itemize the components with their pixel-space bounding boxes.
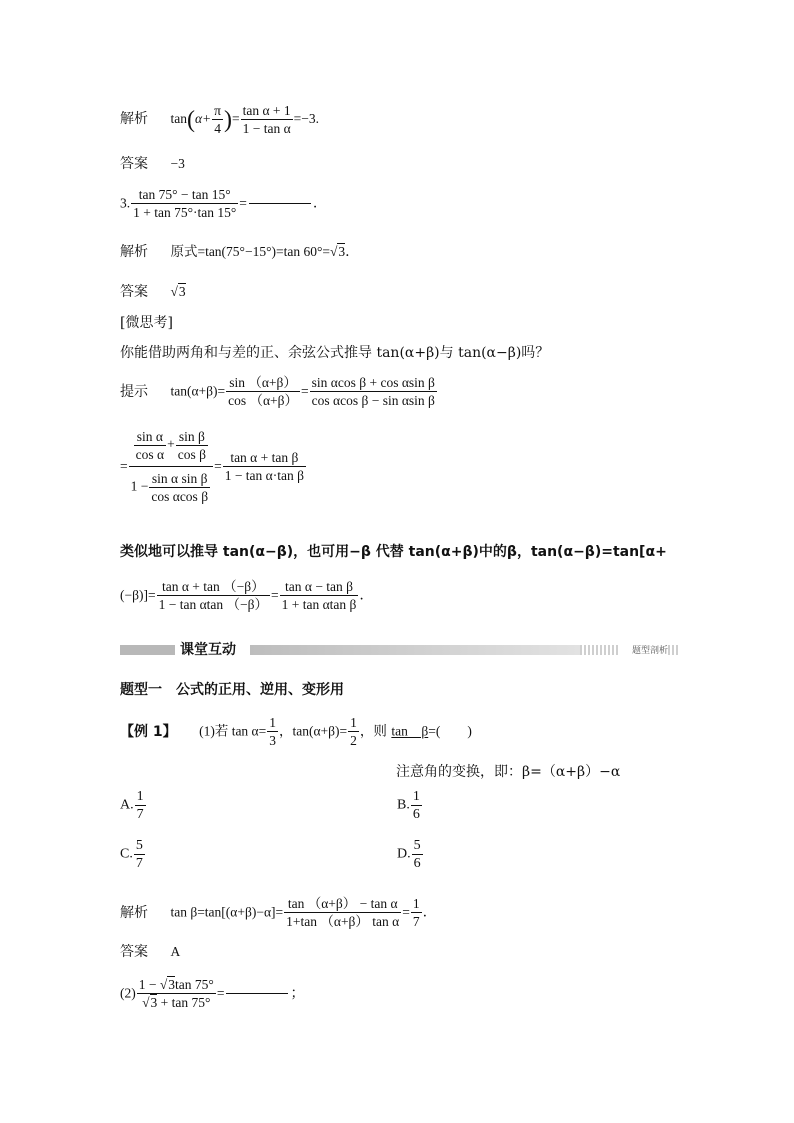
numerator: sin （α+β） <box>226 374 300 392</box>
answer-blank <box>226 993 288 994</box>
denominator: 1 + tan 75°·tan 15° <box>133 205 237 220</box>
fraction <box>241 102 293 137</box>
arg: α+ <box>194 110 212 126</box>
example-label: 【例 1】 <box>120 723 177 740</box>
stem: ，tan(α+β)= <box>279 723 348 739</box>
answer-value: −3 <box>170 156 185 171</box>
numerator: 1 <box>136 789 144 804</box>
similar-continuation: (−β)]= $\frac{\text{tan α + tan （−β）}}{\text{1 − tan αtan （−β）}}$ = $\frac{\text{tan α − tan β}}{\text{1 + tan αtan β}}$ . <box>120 579 364 612</box>
fraction <box>134 837 145 872</box>
period: . <box>312 195 318 212</box>
numerator: sin β <box>176 428 208 446</box>
num-part: 1 − <box>138 977 160 992</box>
hint-label: 提示 <box>120 383 148 400</box>
solution-text: 原式=tan(75°−15°)=tan 60°= <box>170 244 330 259</box>
numerator: sin α sin β <box>149 470 210 488</box>
numerator: 1 − √3tan 75° <box>138 977 214 992</box>
denominator: cos α <box>135 447 165 462</box>
choice-d[interactable] <box>397 837 424 872</box>
fraction <box>226 374 300 409</box>
reflect-question: 你能借助两角和与差的正、余弦公式推导 tan(α+β)与 tan(α−β)吗？ <box>120 345 550 361</box>
choice-letter: A. <box>120 797 134 813</box>
compound-fraction <box>129 428 213 505</box>
numerator: 5 <box>135 838 143 853</box>
fraction <box>411 788 422 823</box>
math-expr: tan(α+ $\frac{\pi}{4}$ )= $\frac{\text{tan α + 1}}{\text{1 − tan α}}$ =−3. <box>170 103 320 136</box>
denominator: √3 + tan 75° <box>142 995 211 1010</box>
sqrt-arg: 3 <box>168 977 176 992</box>
example-1-stem <box>120 714 472 749</box>
solution-label: 解析 <box>120 110 148 127</box>
numerator: tan 75° − tan 15° <box>131 186 238 204</box>
example-1-answer <box>120 942 180 962</box>
q3-answer-line: 答案 √3 <box>120 284 186 300</box>
similar-text: 类似地可以推导 tan(α−β)，也可用−β 代替 tan(α+β)中的β，tan(α−β)=tan[α+ <box>120 544 667 560</box>
denominator: 1 − tan α <box>242 121 291 136</box>
numerator: $\frac{\text{sin α}}{\text{cos α}}$ + $\frac{\text{sin β}}{\text{cos β}}$ <box>129 428 213 467</box>
denominator: 2 <box>350 733 357 748</box>
fraction <box>310 374 437 409</box>
underlined-term: tan β <box>391 723 429 739</box>
fraction <box>135 788 146 823</box>
numerator: 1 <box>269 715 276 730</box>
sqrt-arg: 3 <box>178 284 186 299</box>
fn-name: tan <box>170 110 187 126</box>
numerator: tan α + tan （−β） <box>157 578 270 596</box>
fraction <box>280 578 359 613</box>
numerator: 1 <box>412 896 420 911</box>
numerator: 1 <box>412 789 420 804</box>
reflect-header: [微思考] <box>120 315 173 331</box>
example-1-solution <box>120 895 427 930</box>
q2-answer-line <box>120 154 185 174</box>
denominator: 4 <box>214 121 221 136</box>
answer-label: 答案 <box>120 284 148 300</box>
numerator: tan α + 1 <box>242 103 291 118</box>
hint-line: 提示 tan(α+β)= $\frac{\sin (\alpha+\beta)}{\cos (\alpha+\beta)}$ = $\frac{\text{sin αcos β + cos αsin β}}{\text{cos αcos β − sin αsin β}}$ <box>120 375 435 408</box>
fraction <box>411 895 422 930</box>
choice-b[interactable] <box>397 788 423 823</box>
fraction <box>412 837 423 872</box>
denominator: 6 <box>412 807 420 822</box>
denominator: 3 <box>269 733 276 748</box>
numerator: π <box>214 103 221 118</box>
numerator: 5 <box>413 838 421 853</box>
answer-value: A <box>170 944 181 959</box>
stem: ，则 <box>359 723 387 739</box>
stem: =( ) <box>428 723 472 739</box>
numerator: tan α − tan β <box>280 578 359 596</box>
stem: (1)若 tan α= <box>199 723 267 739</box>
fraction <box>223 449 306 484</box>
banner-bar-middle <box>250 645 580 655</box>
period: . <box>359 587 364 604</box>
answer-blank <box>249 203 311 204</box>
q2-solution-line <box>120 102 319 137</box>
pi-over-4 <box>212 102 223 137</box>
answer-label: 答案 <box>120 156 148 172</box>
banner-tag: 题型剖析 <box>632 646 669 656</box>
continuation: (−β)]= <box>120 587 156 603</box>
choice-letter: B. <box>397 797 410 813</box>
banner-bar-hatched <box>580 645 620 655</box>
denominator: 7 <box>412 914 420 929</box>
denominator: 1 − tan αtan （−β） <box>158 597 268 612</box>
banner-bar-right <box>668 645 680 655</box>
choice-a[interactable] <box>120 788 147 823</box>
choice-letter: D. <box>397 846 411 862</box>
numerator: sin αcos β + cos αsin β <box>311 375 435 390</box>
numerator: tan （α+β） − tan α <box>284 895 401 913</box>
denominator: 1 + tan αtan β <box>281 597 357 612</box>
denominator: 1+tan （α+β） tan α <box>286 914 400 929</box>
equals: = <box>402 904 410 920</box>
banner-title: 课堂互动 <box>180 642 236 658</box>
fraction <box>176 428 208 463</box>
solution-label: 解析 <box>120 904 148 921</box>
fraction <box>131 186 238 221</box>
solution-label: 解析 <box>120 244 148 260</box>
denominator: 7 <box>136 807 144 822</box>
sqrt-arg: 3 <box>150 995 158 1010</box>
fraction <box>137 976 216 1011</box>
fraction <box>348 714 359 749</box>
denominator <box>129 467 213 505</box>
question-number: 3. <box>120 195 131 211</box>
denominator: cos αcos β − sin αsin β <box>311 393 435 408</box>
fraction <box>157 578 270 613</box>
type1-title: 题型一 公式的正用、逆用、变形用 <box>120 682 344 698</box>
semicolon: ； <box>290 985 305 1002</box>
part-number: (2) <box>120 985 136 1001</box>
sqrt-arg: 3 <box>338 244 346 259</box>
denominator: cos αcos β <box>151 489 209 504</box>
result: =−3. <box>293 110 320 126</box>
denominator: 1 − tan α·tan β <box>224 468 304 483</box>
example-1-part-2: (2) $\frac{1 - √3\tan 75^\circ}{√3 + \tan 75^\circ}$ = ； <box>120 977 305 1010</box>
solution-lhs: tan β=tan[(α+β)−α]= <box>170 904 284 920</box>
transform-note: 注意角的变换，即：β=（α+β）−α <box>396 764 621 780</box>
hint-lhs: tan(α+β)= <box>170 383 226 399</box>
section-banner <box>120 641 680 659</box>
answer-label: 答案 <box>120 944 148 960</box>
denominator: 6 <box>413 856 421 871</box>
num-part: tan 75° <box>175 977 214 992</box>
fraction <box>267 714 278 749</box>
denominator: 7 <box>135 856 143 871</box>
numerator: 1 <box>350 715 357 730</box>
period: . <box>422 904 428 921</box>
numerator: sin α <box>134 428 166 446</box>
denominator: cos β <box>177 447 206 462</box>
q3-solution-line: 解析 原式=tan(75°−15°)=tan 60°=√3. <box>120 244 350 260</box>
choice-letter: C. <box>120 846 133 862</box>
question-3: 3. $\frac{\tan 75^\circ - \tan 15^\circ}{1 + \tan 75^\circ\cdot\tan 15^\circ}$ = . <box>120 187 318 220</box>
fraction <box>149 470 210 505</box>
compound-fraction-line: = $\frac{\text{sin α}}{\text{cos α}}$ + $\frac{\text{sin β}}{\text{cos β}}$ 1 − $\frac{\text{sin α sin β}}{\text{cos αcos β}}$ = $\frac{\text{tan α + tan β}}{\text{1 − tan α·tan β}}$ <box>120 429 304 504</box>
banner-bar-left <box>120 645 175 655</box>
den-part: + tan 75° <box>157 995 211 1010</box>
fraction <box>134 428 166 463</box>
denominator: cos （α+β） <box>228 393 299 408</box>
fraction <box>284 895 401 930</box>
period: . <box>345 244 350 260</box>
choice-c[interactable] <box>120 837 146 872</box>
one-minus: 1 − <box>130 478 149 494</box>
numerator: tan α + tan β <box>223 449 306 467</box>
